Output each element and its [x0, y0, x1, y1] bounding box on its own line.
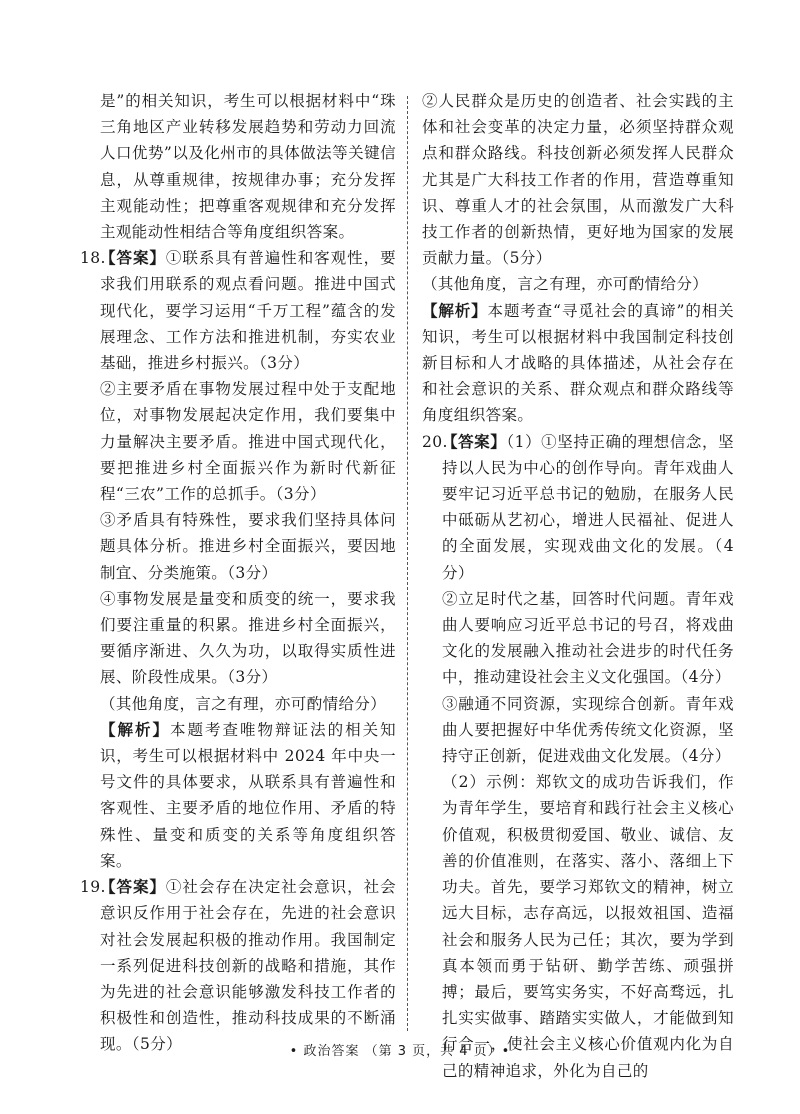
answer-point-2: ②立足时代之基，回答时代问题。青年戏曲人要响应习近平总书记的号召，将戏曲文化的发展融入推动社会进步的时代任务中，推动建设社会主义文化强国。（4分）	[442, 589, 734, 687]
question-19	[80, 874, 396, 1057]
page-footer: • 政治答案 （第 3 页，共 4 页）•	[289, 1044, 511, 1059]
analysis-text: 本题考查“寻觅社会的真谛”的相关知识，考生可以根据材料中我国制定科技创新目标和人才战略的具体描述，从社会存在和社会意识的关系、群众观点和群众路线等角度组织答案。	[422, 301, 734, 425]
analysis-tag: 【解析】	[422, 300, 488, 320]
answer-tag: 【答案】	[100, 877, 166, 897]
question-20	[422, 429, 734, 1084]
left-column	[80, 88, 396, 1058]
answer-point-2: ②人民群众是历史的创造者、社会实践的主体和社会变革的决定力量，必须坚持群众观点和群众路线。科技创新必须发挥人民群众尤其是广大科技工作者的作用，营造尊重知识、尊重人才的社会氛围，从而激发广大科技工作者的创新热情，更好地为国家的发展贡献力量。（5分）	[422, 92, 734, 268]
answer-part-2: （2）示例：郑钦文的成功告诉我们，作为青年学生，要培育和践行社会主义核心价值观，积极贯彻爱国、敬业、诚信、友善的价值准则，在落实、落小、落细上下功夫。首先，要学习郑钦文的精神，树立远大目标，志存高远，以报效祖国、造福社会和服务人民为己任；其次，要为学到真本领而勇于钻研、勤学苦练、顽强拼搏；最后，要笃实务实，不好高骛远，扎扎实实做事、踏踏实实做人，才能做到知行合一，使社会主义核心价值观内化为自己的精神追求，外化为自己的	[442, 773, 734, 1080]
scoring-note: （其他角度，言之有理，亦可酌情给分）	[100, 694, 387, 713]
scoring-note: （其他角度，言之有理，亦可酌情给分）	[422, 275, 709, 294]
column-divider	[407, 96, 408, 1031]
analysis-text: 本题考查唯物辩证法的相关知识，考生可以根据材料中 2024 年中央一号文件的具体要求，从联系具有普遍性和客观性、主要矛盾的地位作用、矛盾的特殊性、量变和质变的关系等角度组织答案。	[100, 720, 396, 870]
answer-point-1: ①联系具有普遍性和客观性，要求我们用联系的观点看问题。推进中国式现代化，要学习运用“千万工程”蕴含的发展理念、工作方法和推进机制，夯实农业基础，推进乡村振兴。（3分）	[100, 249, 396, 373]
answer-point-2: ②主要矛盾在事物发展过程中处于支配地位，对事物发展起决定作用，我们要集中力量解决主要矛盾。推进中国式现代化，要把推进乡村全面振兴作为新时代新征程“三农”工作的总抓手。（3分）	[100, 380, 396, 504]
q17-analysis-tail: 是”的相关知识，考生可以根据材料中“珠三角地区产业转移发展趋势和劳动力回流人口优势”以及化州市的具体做法等关键信息，从尊重规律，按规律办事；充分发挥主观能动性；把尊重客观规律和充分发挥主观能动性相结合等角度组织答案。	[100, 92, 396, 242]
analysis-tag: 【解析】	[100, 719, 171, 739]
question-number: 18.	[80, 249, 106, 268]
question-18	[80, 245, 396, 874]
answer-point-4: ④事物发展是量变和质变的统一，要求我们要注重量的积累。推进乡村全面振兴，要循序渐进、久久为功，以取得实质性进展、阶段性成果。（3分）	[100, 589, 396, 687]
answer-tag: 【答案】	[100, 248, 166, 268]
answer-point-3: ③融通不同资源，实现综合创新。青年戏曲人要把握好中华优秀传统文化资源，坚持守正创新，促进戏曲文化发展。（4分）	[442, 694, 734, 766]
answer-point-1: （1）①坚持正确的理想信念，坚持以人民为中心的创作导向。青年戏曲人要牢记习近平总书记的勉励，在服务人民中砥砺从艺初心，增进人民福祉、促进人的全面发展，实现戏曲文化的发展。（4分）	[442, 432, 734, 582]
question-number: 19.	[80, 878, 106, 897]
question-number: 20.	[422, 432, 448, 451]
answer-point-1: ①社会存在决定社会意识，社会意识反作用于社会存在，先进的社会意识对社会发展起积极的推动作用。我国制定一系列促进科技创新的战略和措施，其作为先进的社会意识能够激发科技工作者的积极性和创造性，推动科技成果的不断涌现。（5分）	[100, 878, 396, 1054]
right-column	[422, 88, 734, 1084]
answer-point-3: ③矛盾具有特殊性，要求我们坚持具体问题具体分析。推进乡村全面振兴，要因地制宜、分类施策。（3分）	[100, 511, 396, 582]
answer-tag: 【答案】	[442, 431, 507, 451]
